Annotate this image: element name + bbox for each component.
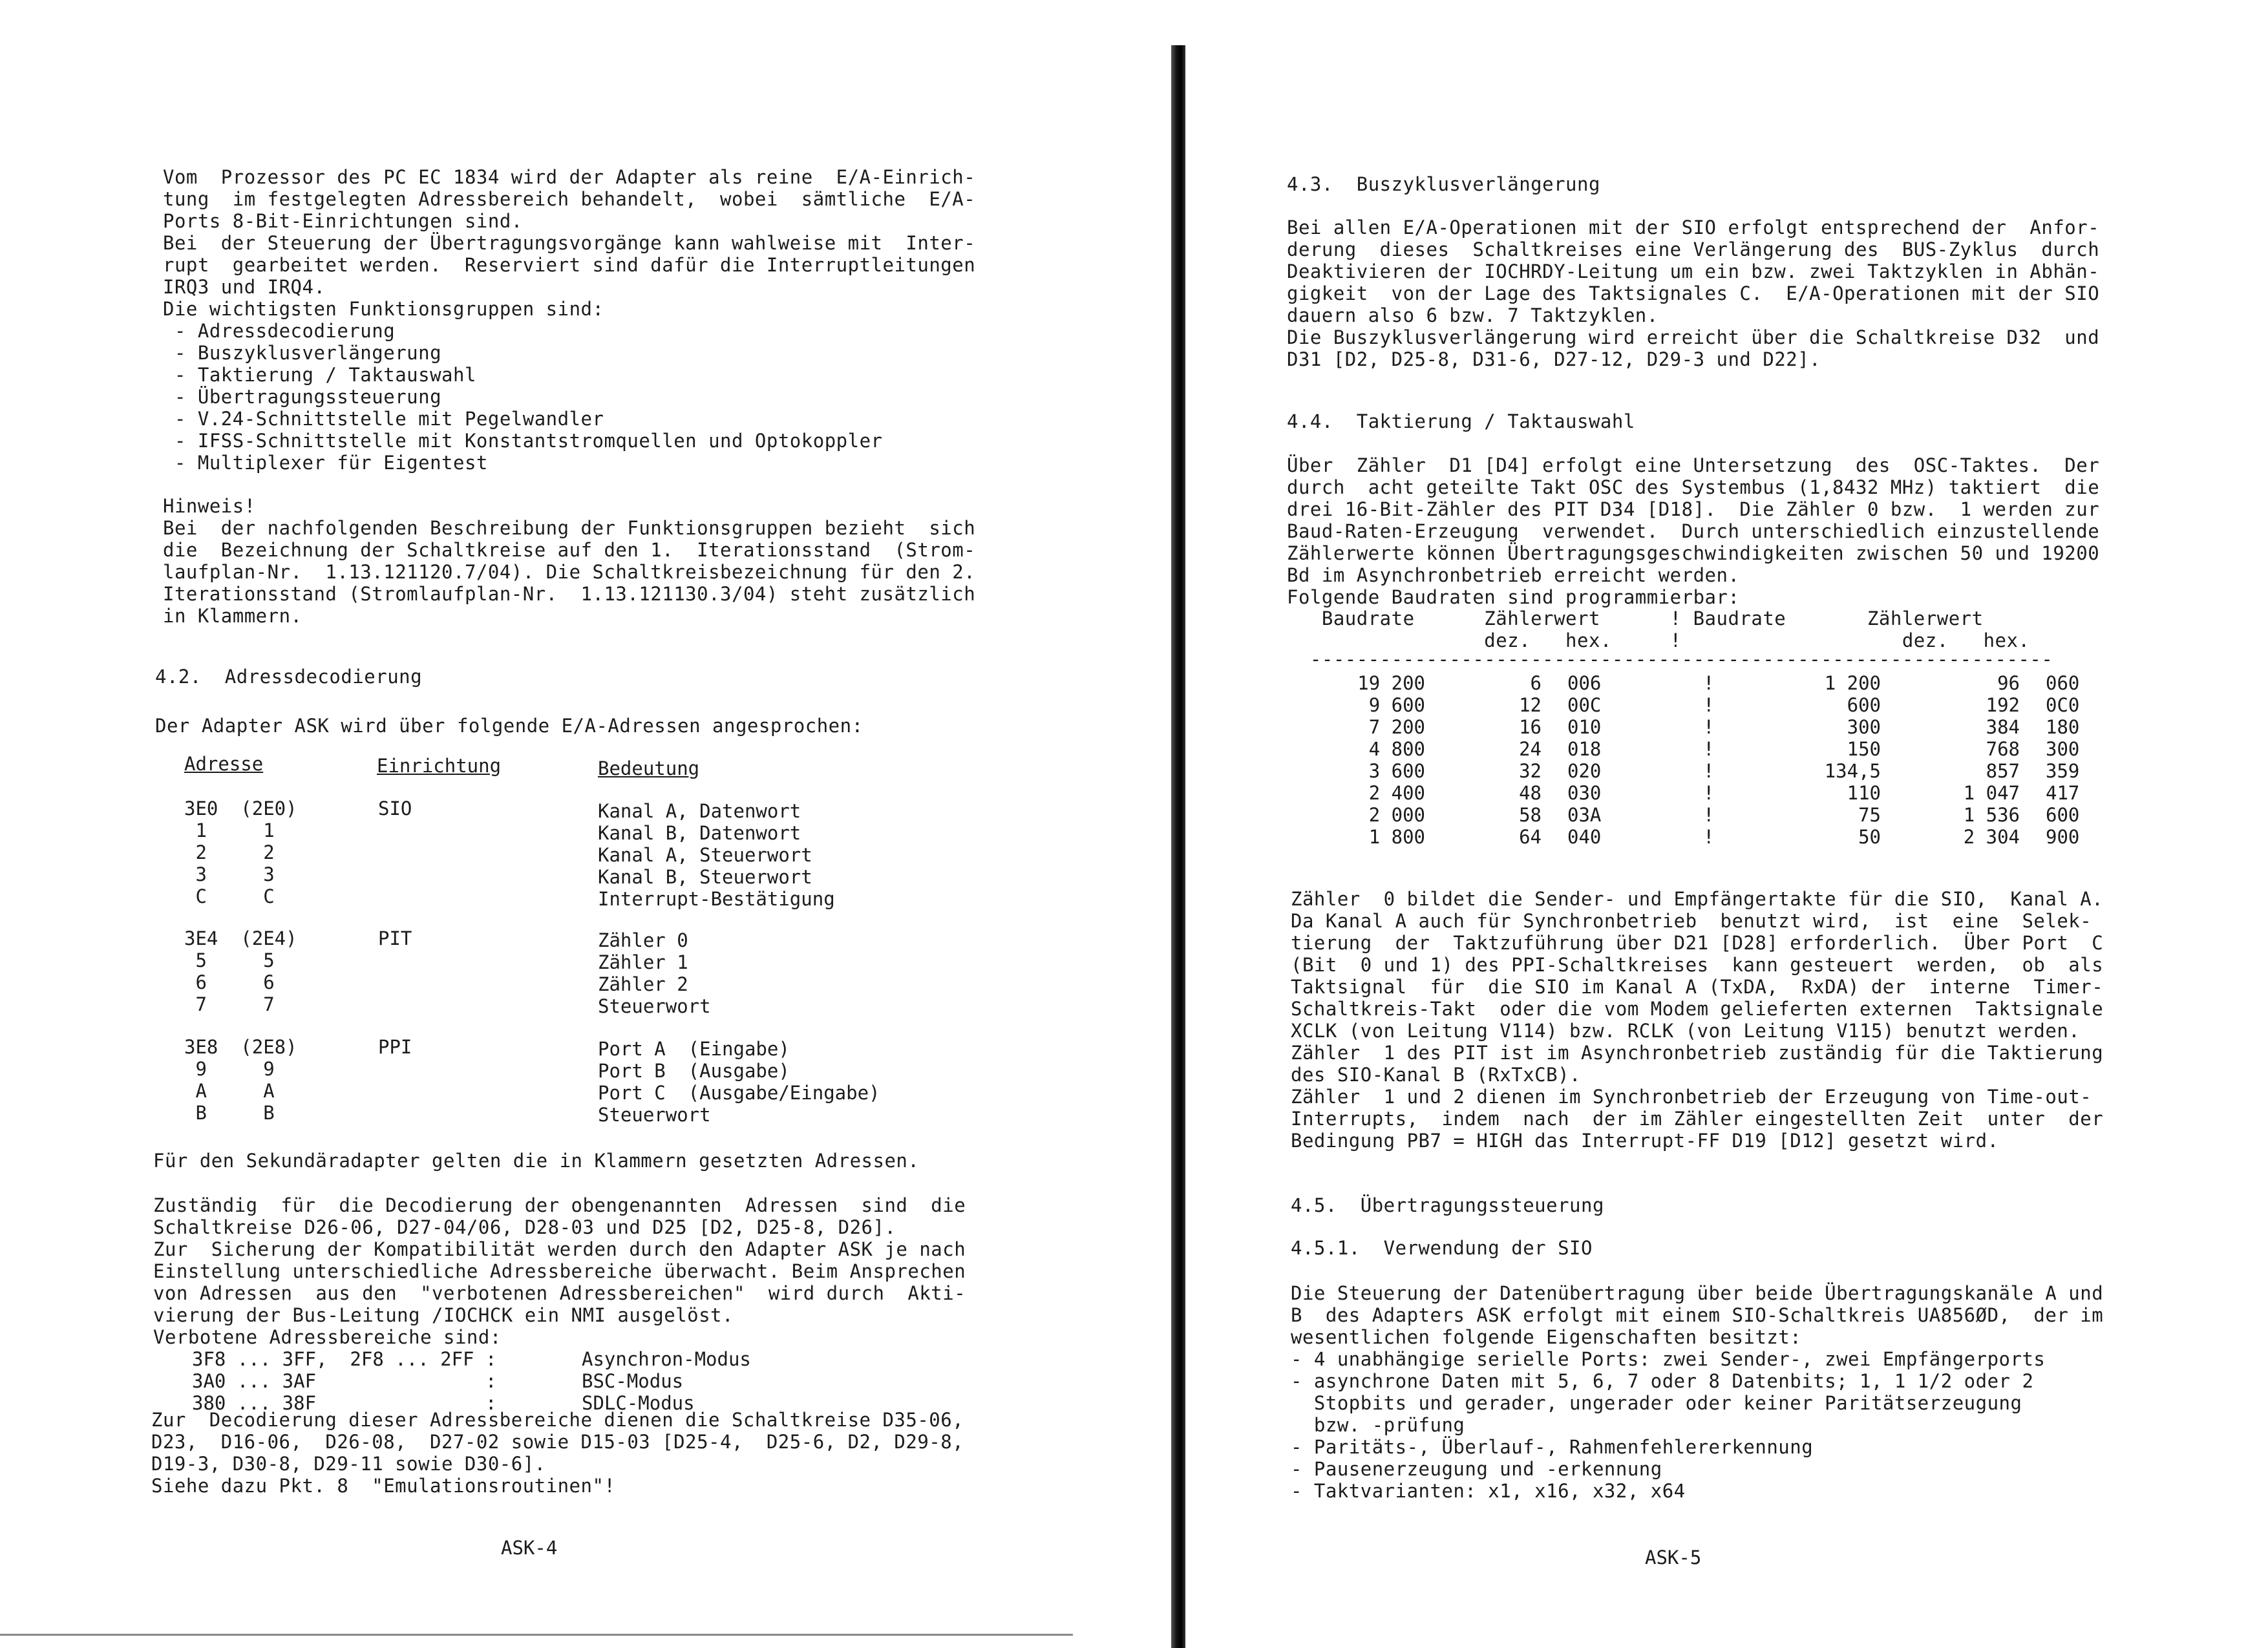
sio-paragraph: Die Steuerung der Datenübertragung über beide Übertragungskanäle A und B des Adapters ASK erfolgt mit einem SIO-Schaltkreis UA856ØD, der im wesentlichen folgende Eigenschaften besitzt: - 4 unabhängige serielle Ports: zwei Sender-, zwei Empfängerports - asynchrone Daten mit 5, 6, 7 oder 8 Datenbits; 1, 1 1/2 oder 2 Stopbits und gerader, ungerader oder keiner Paritätserzeugung bzw. -prüfung - Paritäts-, Überlauf-, Rahmenfehlererkennung - Pausenerzeugung und -erkennung - Taktvarianten: x1, x16, x32, x64 [1291, 1282, 2104, 1502]
table-row: 6 [1530, 672, 1542, 694]
separator: ! [1703, 716, 1715, 738]
separator: ! [1703, 804, 1715, 826]
table-row: 9 9 [184, 1058, 275, 1080]
meaning-column-ppi [598, 1038, 880, 1126]
table-row: Kanal B, Steuerwort [598, 866, 812, 888]
scan-edge-line [0, 1634, 1073, 1636]
table-row: 16 [1519, 716, 1542, 738]
table-row: 134,5 [1824, 760, 1881, 782]
baud-table-rule: ---------------------------------------------------------------- [1287, 648, 2053, 670]
table-row: 12 [1519, 694, 1542, 716]
table-header-device: Einrichtung [377, 755, 502, 777]
table-row: 600 [2046, 804, 2080, 826]
baud-table-subheader: dez. hex. ! dez. hex. [1287, 629, 2030, 651]
table-row: 2 000 [1368, 804, 1425, 826]
clocking-paragraph: Über Zähler D1 [D4] erfolgt eine Untersetzung des OSC-Taktes. Der durch acht geteilte Takt OSC des Systembus (1,8432 MHz) taktiert die drei 16-Bit-Zähler des PIT D34 [D18]. Die Zähler 0 bzw. 1 werden zur Baud-Raten-Erzeugung verwendet. Durch unterschiedlich einzustellende Zählerwerte können Übertragungsgeschwindigkeiten zwischen 50 und 19200 Bd im Asynchronbetrieb erreicht werden. Folgende Baudraten sind programmierbar: [1287, 454, 2100, 608]
table-row: 9 600 [1368, 694, 1425, 716]
list-item: BSC-Modus [582, 1370, 684, 1392]
table-row: 3 600 [1368, 760, 1425, 782]
table-row: 2 304 [1963, 826, 2020, 848]
forbidden-ranges [192, 1348, 496, 1414]
table-row: 417 [2046, 782, 2080, 804]
table-row: 3E4 (2E4) [184, 927, 297, 949]
table-row: A A [184, 1080, 275, 1102]
baud-col-dec-1 [1496, 672, 1542, 848]
table-row: 1 200 [1824, 672, 1881, 694]
table-row: Steuerwort [598, 995, 711, 1017]
table-row: 1 047 [1963, 782, 2020, 804]
section-heading-4-5-1: 4.5.1. Verwendung der SIO [1291, 1237, 1593, 1259]
table-row: C C [184, 885, 275, 907]
section-heading-4-3: 4.3. Buszyklusverlängerung [1287, 173, 1600, 195]
table-row: Kanal A, Steuerwort [598, 844, 812, 866]
table-row: 180 [2046, 716, 2080, 738]
table-row: 19 200 [1357, 672, 1425, 694]
device-ppi: PPI [378, 1036, 412, 1058]
table-row: Kanal A, Datenwort [598, 800, 801, 822]
table-row: 50 [1858, 826, 1881, 848]
list-item: 3A0 ... 3AF : [192, 1370, 497, 1392]
table-row: 0C0 [2046, 694, 2080, 716]
bus-cycle-paragraph: Bei allen E/A-Operationen mit der SIO erfolgt entsprechend der Anfor- derung dieses Schaltkreises eine Verlängerung des BUS-Zyklus durch Deaktivieren der IOCHRDY-Leitung um ein bzw. zwei Taktzyklen in Abhän- gigkeit von der Lage des Taktsignales C. E/A-Operationen mit der SIO dauern also 6 bzw. 7 Taktzyklen. Die Buszyklusverlängerung wird erreicht über die Schaltkreise D32 und D31 [D2, D25-8, D31-6, D27-12, D29-3 und D22]. [1287, 217, 2100, 370]
table-row: Port A (Eingabe) [598, 1038, 790, 1060]
table-row: 768 [1986, 738, 2020, 760]
meaning-column-sio [598, 800, 835, 910]
separator: ! [1703, 672, 1715, 694]
page-number-left: ASK-4 [501, 1537, 558, 1559]
table-row: 150 [1847, 738, 1881, 760]
decoding-paragraph: Zuständig für die Decodierung der obengenannten Adressen sind die Schaltkreise D26-06, D27-04/06, D28-03 und D25 [D2, D25-8, D26]. Zur Sicherung der Kompatibilität werden durch den Adapter ASK je nach Einstellung unterschiedliche Adressbereiche überwacht. Beim Ansprechen von Adressen aus den "verbotenen Adressbereichen" wird durch Akti- vierung der Bus-Leitung /IOCHCK ein NMI ausgelöst. Verbotene Adressbereiche sind: [153, 1194, 966, 1348]
range-decoding-paragraph: Zur Decodierung dieser Adressbereiche dienen die Schaltkreise D35-06, D23, D16-06, D26-08, D27-02 sowie D15-03 [D25-4, D25-6, D2, D29-8, D19-3, D30-8, D29-11 sowie D30-6]. Siehe dazu Pkt. 8 "Emulationsroutinen"! [151, 1409, 964, 1497]
table-row: 32 [1519, 760, 1542, 782]
table-row: 03A [1567, 804, 1602, 826]
section-heading-4-4: 4.4. Taktierung / Taktauswahl [1287, 410, 1635, 432]
table-row: Zähler 2 [598, 973, 688, 995]
table-row: Steuerwort [598, 1104, 711, 1126]
address-column-sio [184, 798, 297, 907]
baud-col-rate-2 [1790, 672, 1881, 848]
intro-paragraph: Vom Prozessor des PC EC 1834 wird der Adapter als reine E/A-Einrich- tung im festgelegten Adressbereich behandelt, wobei sämtliche E/A- Ports 8-Bit-Einrichtungen sind. Bei der Steuerung der Übertragungsvorgänge kann wahlweise mit Inter- rupt gearbeitet werden. Reserviert sind dafür die Interruptleitungen IRQ3 und IRQ4. Die wichtigsten Funktionsgruppen sind: - Adressdecodierung - Buszyklusverlängerung - Taktierung / Taktauswahl - Übertragungssteuerung - V.24-Schnittstelle mit Pegelwandler - IFSS-Schnittstelle mit Konstantstromquellen und Optokoppler - Multiplexer für Eigentest [163, 166, 976, 474]
table-row: 6 6 [184, 971, 275, 993]
baud-table-header: Baudrate Zählerwert ! Baudrate Zählerwert [1287, 607, 1984, 629]
table-row: 1 1 [184, 819, 275, 841]
table-row: 24 [1519, 738, 1542, 760]
device-sio: SIO [378, 798, 412, 819]
forbidden-modes [582, 1348, 751, 1414]
table-row: 030 [1567, 782, 1602, 804]
list-item: 3F8 ... 3FF, 2F8 ... 2FF : [192, 1348, 497, 1370]
hinweis-paragraph: Hinweis! Bei der nachfolgenden Beschreibung der Funktionsgruppen bezieht sich die Bezeichnung der Schaltkreise auf den 1. Iterationsstand (Strom- laufplan-Nr. 1.13.121120.7/04). Die Schaltkreisbezeichnung für den 2. Iterationsstand (Stromlaufplan-Nr. 1.13.121130.3/04) steht zusätzlich in Klammern. [163, 495, 976, 627]
separator: ! [1703, 738, 1715, 760]
table-row: 3E8 (2E8) [184, 1036, 297, 1058]
table-row: 020 [1567, 760, 1602, 782]
table-row: 600 [1847, 694, 1881, 716]
baud-col-hex-1 [1567, 672, 1601, 848]
table-row: 96 [1997, 672, 2020, 694]
table-row: 4 800 [1368, 738, 1425, 760]
table-row: 192 [1986, 694, 2020, 716]
table-row: 300 [2046, 738, 2080, 760]
list-item: Asynchron-Modus [582, 1348, 751, 1370]
table-row: 2 400 [1368, 782, 1425, 804]
table-row: 010 [1567, 716, 1602, 738]
device-pit: PIT [378, 927, 412, 949]
table-row: 3E0 (2E0) [184, 798, 297, 819]
baud-col-hex-2 [2046, 672, 2079, 848]
separator: ! [1703, 760, 1715, 782]
table-row: 7 200 [1368, 716, 1425, 738]
right-page [1134, 0, 2268, 1648]
table-row: 1 800 [1368, 826, 1425, 848]
baud-col-separator [1703, 672, 1714, 848]
table-row: 2 2 [184, 841, 275, 863]
table-row: 7 7 [184, 993, 275, 1015]
separator: ! [1703, 694, 1715, 716]
table-row: 75 [1858, 804, 1881, 826]
table-header-address: Adresse [184, 753, 264, 775]
table-row: Interrupt-Bestätigung [598, 888, 835, 910]
address-column-pit [184, 927, 297, 1015]
table-row: 060 [2046, 672, 2080, 694]
meaning-column-pit [598, 929, 711, 1017]
list-item: 380 ... 38F : [192, 1392, 497, 1414]
table-row: Kanal B, Datenwort [598, 822, 801, 844]
table-row: 006 [1567, 672, 1602, 694]
table-row: Port B (Ausgabe) [598, 1060, 790, 1082]
section-heading-4-2: 4.2. Adressdecodierung [155, 666, 423, 688]
table-row: Zähler 0 [598, 929, 688, 951]
table-row: 48 [1519, 782, 1542, 804]
separator: ! [1703, 782, 1715, 804]
separator: ! [1703, 826, 1715, 848]
table-row: Port C (Ausgabe/Eingabe) [598, 1082, 880, 1104]
adapter-address-intro: Der Adapter ASK wird über folgende E/A-Adressen angesprochen: [155, 715, 864, 737]
table-row: 857 [1986, 760, 2020, 782]
table-row: B B [184, 1102, 275, 1124]
baud-col-dec-2 [1942, 672, 2020, 848]
table-row: 58 [1519, 804, 1542, 826]
section-heading-4-5: 4.5. Übertragungssteuerung [1291, 1194, 1604, 1216]
table-row: 1 536 [1963, 804, 2020, 826]
table-header-meaning: Bedeutung [598, 757, 700, 779]
table-row: 5 5 [184, 949, 275, 971]
table-row: 040 [1567, 826, 1602, 848]
secondary-adapter-note: Für den Sekundäradapter gelten die in Klammern gesetzten Adressen. [153, 1150, 920, 1172]
address-column-ppi [184, 1036, 297, 1124]
table-row: 018 [1567, 738, 1602, 760]
counter-paragraph: Zähler 0 bildet die Sender- und Empfängertakte für die SIO, Kanal A. Da Kanal A auch für Synchronbetrieb benutzt wird, ist eine Selek- tierung der Taktzuführung über D21 [D28] erforderlich. Über Port C (Bit 0 und 1) des PPI-Schaltkreises kann gesteuert werden, ob als Taktsignal für die SIO im Kanal A (TxDA, RxDA) der interne Timer- Schaltkreis-Takt oder die vom Modem gelieferten externen Taktsignale XCLK (von Leitung V114) bzw. RCLK (von Leitung V115) benutzt werden. Zähler 1 des PIT ist im Asynchronbetrieb zuständig für die Taktierung des SIO-Kanal B (RxTxCB). Zähler 1 und 2 dienen im Synchronbetrieb der Erzeugung von Time-out- Interrupts, indem nach der im Zähler eingestellten Zeit unter der Bedingung PB7 = HIGH das Interrupt-FF D19 [D12] gesetzt wird. [1291, 888, 2104, 1152]
table-row: 300 [1847, 716, 1881, 738]
list-item: SDLC-Modus [582, 1392, 695, 1414]
table-row: 64 [1519, 826, 1542, 848]
table-row: 900 [2046, 826, 2080, 848]
table-row: 00C [1567, 694, 1602, 716]
page-number-right: ASK-5 [1645, 1547, 1702, 1569]
table-row: 110 [1847, 782, 1881, 804]
table-row: 3 3 [184, 863, 275, 885]
table-row: Zähler 1 [598, 951, 688, 973]
table-row: 384 [1986, 716, 2020, 738]
baud-col-rate-1 [1328, 672, 1425, 848]
table-row: 359 [2046, 760, 2080, 782]
